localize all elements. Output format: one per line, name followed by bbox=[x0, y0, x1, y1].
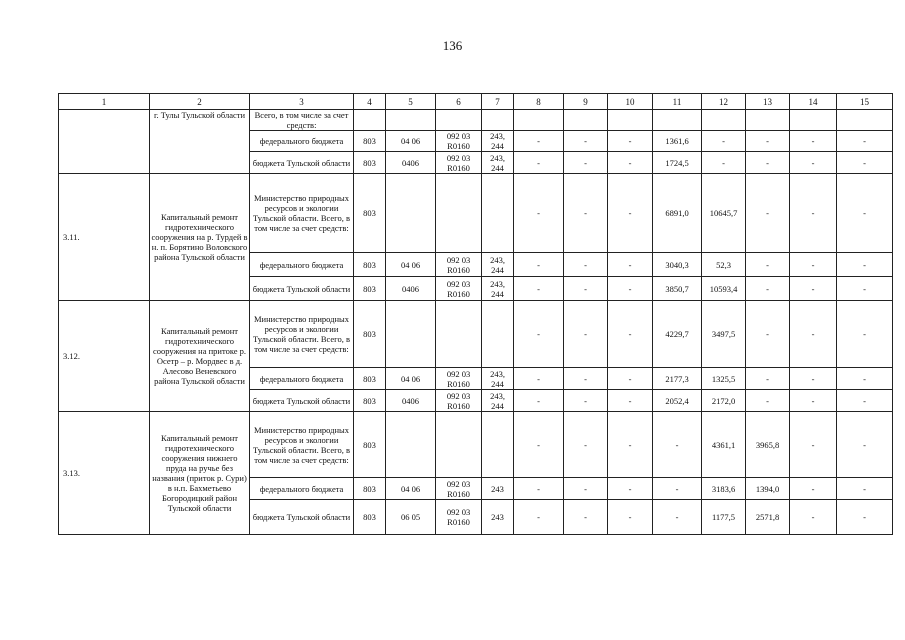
value-cell: 803 bbox=[354, 301, 386, 368]
value-cell bbox=[386, 110, 436, 131]
value-cell: - bbox=[564, 301, 608, 368]
value-cell: 52,3 bbox=[702, 253, 746, 277]
value-cell bbox=[746, 110, 790, 131]
column-header: 12 bbox=[702, 94, 746, 110]
value-cell: - bbox=[564, 368, 608, 390]
value-cell: - bbox=[746, 368, 790, 390]
value-cell bbox=[436, 301, 482, 368]
value-cell: - bbox=[837, 390, 893, 412]
budget-table bbox=[58, 93, 893, 535]
value-cell: - bbox=[514, 500, 564, 535]
value-cell: - bbox=[837, 277, 893, 301]
value-cell: 2052,4 bbox=[653, 390, 702, 412]
value-cell: - bbox=[702, 152, 746, 174]
value-cell: 06 05 bbox=[386, 500, 436, 535]
funding-source: бюджета Тульской области bbox=[250, 500, 354, 535]
value-cell bbox=[482, 174, 514, 253]
value-cell bbox=[702, 110, 746, 131]
value-cell: 803 bbox=[354, 131, 386, 152]
value-cell: 04 06 bbox=[386, 253, 436, 277]
value-cell: - bbox=[653, 412, 702, 478]
value-cell: - bbox=[702, 131, 746, 152]
column-header: 9 bbox=[564, 94, 608, 110]
value-cell: 1394,0 bbox=[746, 478, 790, 500]
value-cell bbox=[837, 110, 893, 131]
value-cell: - bbox=[837, 131, 893, 152]
table-row bbox=[59, 110, 893, 131]
value-cell: - bbox=[608, 253, 653, 277]
item-title: Капитальный ремонт гидротехнического сооружения на притоке р. Осетр – р. Мордвес в д. Алесово Веневского района Тульской области bbox=[150, 301, 250, 412]
column-header: 10 bbox=[608, 94, 653, 110]
value-cell: 3497,5 bbox=[702, 301, 746, 368]
value-cell: 243, 244 bbox=[482, 152, 514, 174]
value-cell: - bbox=[608, 478, 653, 500]
value-cell: 803 bbox=[354, 500, 386, 535]
column-header: 4 bbox=[354, 94, 386, 110]
value-cell: - bbox=[564, 478, 608, 500]
value-cell bbox=[482, 301, 514, 368]
value-cell: - bbox=[837, 152, 893, 174]
value-cell: 092 03 R0160 bbox=[436, 390, 482, 412]
value-cell: - bbox=[790, 390, 837, 412]
value-cell: 1361,6 bbox=[653, 131, 702, 152]
value-cell: - bbox=[514, 152, 564, 174]
value-cell: - bbox=[746, 277, 790, 301]
value-cell: - bbox=[608, 277, 653, 301]
column-header: 1 bbox=[59, 94, 150, 110]
item-number: 3.13. bbox=[59, 412, 150, 535]
value-cell: - bbox=[746, 390, 790, 412]
item-title: г. Тулы Тульской области bbox=[150, 110, 250, 174]
item-title: Капитальный ремонт гидротехнического сооружения на р. Турдей в н. п. Борятино Воловского района Тульской области bbox=[150, 174, 250, 301]
value-cell: - bbox=[564, 390, 608, 412]
value-cell: 10645,7 bbox=[702, 174, 746, 253]
value-cell: 2177,3 bbox=[653, 368, 702, 390]
funding-source: Всего, в том числе за счет средств: bbox=[250, 110, 354, 131]
value-cell bbox=[653, 110, 702, 131]
value-cell: 243, 244 bbox=[482, 253, 514, 277]
value-cell bbox=[790, 110, 837, 131]
value-cell bbox=[564, 110, 608, 131]
value-cell: - bbox=[790, 500, 837, 535]
value-cell: - bbox=[564, 277, 608, 301]
value-cell: 803 bbox=[354, 412, 386, 478]
value-cell: - bbox=[608, 301, 653, 368]
value-cell: - bbox=[837, 500, 893, 535]
value-cell bbox=[386, 301, 436, 368]
item-title: Капитальный ремонт гидротехнического сооружения нижнего пруда на ручье без названия (приток р. Сури) в н.п. Бахметьево Богородицкий район Тульской области bbox=[150, 412, 250, 535]
column-header: 6 bbox=[436, 94, 482, 110]
item-number: 3.12. bbox=[59, 301, 150, 412]
value-cell: 3040,3 bbox=[653, 253, 702, 277]
funding-source: федерального бюджета bbox=[250, 478, 354, 500]
value-cell: - bbox=[514, 131, 564, 152]
value-cell: - bbox=[746, 301, 790, 368]
value-cell: - bbox=[608, 174, 653, 253]
column-header: 7 bbox=[482, 94, 514, 110]
value-cell: 092 03 R0160 bbox=[436, 253, 482, 277]
value-cell: 6891,0 bbox=[653, 174, 702, 253]
value-cell: - bbox=[837, 174, 893, 253]
value-cell: - bbox=[564, 131, 608, 152]
column-header: 13 bbox=[746, 94, 790, 110]
funding-source: федерального бюджета bbox=[250, 253, 354, 277]
funding-source: бюджета Тульской области bbox=[250, 277, 354, 301]
value-cell: 803 bbox=[354, 368, 386, 390]
value-cell bbox=[608, 110, 653, 131]
value-cell bbox=[354, 110, 386, 131]
funding-source: федерального бюджета bbox=[250, 131, 354, 152]
value-cell: 092 03 R0160 bbox=[436, 368, 482, 390]
funding-source: федерального бюджета bbox=[250, 368, 354, 390]
value-cell: - bbox=[514, 390, 564, 412]
value-cell bbox=[436, 174, 482, 253]
value-cell: 3183,6 bbox=[702, 478, 746, 500]
column-header: 8 bbox=[514, 94, 564, 110]
value-cell bbox=[514, 110, 564, 131]
value-cell: 2172,0 bbox=[702, 390, 746, 412]
funding-source: Министерство природных ресурсов и экологии Тульской области. Всего, в том числе за счет средств: bbox=[250, 174, 354, 253]
value-cell: - bbox=[790, 253, 837, 277]
value-cell: - bbox=[514, 253, 564, 277]
value-cell: - bbox=[608, 412, 653, 478]
value-cell: 803 bbox=[354, 277, 386, 301]
value-cell: - bbox=[837, 253, 893, 277]
page-number: 136 bbox=[442, 38, 463, 53]
item-number: 3.11. bbox=[59, 174, 150, 301]
table-row bbox=[59, 301, 893, 368]
value-cell: - bbox=[790, 412, 837, 478]
value-cell: 243 bbox=[482, 478, 514, 500]
value-cell: - bbox=[514, 174, 564, 253]
value-cell: 04 06 bbox=[386, 131, 436, 152]
value-cell: - bbox=[746, 152, 790, 174]
value-cell: 4361,1 bbox=[702, 412, 746, 478]
table-row bbox=[59, 174, 893, 253]
value-cell: - bbox=[564, 152, 608, 174]
value-cell: - bbox=[514, 277, 564, 301]
value-cell: - bbox=[746, 131, 790, 152]
funding-source: Министерство природных ресурсов и экологии Тульской области. Всего, в том числе за счет средств: bbox=[250, 412, 354, 478]
value-cell bbox=[482, 110, 514, 131]
table-row bbox=[59, 412, 893, 478]
value-cell: - bbox=[837, 478, 893, 500]
value-cell: 803 bbox=[354, 253, 386, 277]
value-cell bbox=[386, 412, 436, 478]
value-cell: 092 03 R0160 bbox=[436, 131, 482, 152]
value-cell: - bbox=[790, 368, 837, 390]
value-cell: - bbox=[608, 152, 653, 174]
column-header: 3 bbox=[250, 94, 354, 110]
funding-source: Министерство природных ресурсов и экологии Тульской области. Всего, в том числе за счет средств: bbox=[250, 301, 354, 368]
column-header: 11 bbox=[653, 94, 702, 110]
value-cell: - bbox=[790, 301, 837, 368]
funding-source: бюджета Тульской области bbox=[250, 390, 354, 412]
value-cell: 092 03 R0160 bbox=[436, 478, 482, 500]
value-cell: - bbox=[608, 368, 653, 390]
value-cell: 04 06 bbox=[386, 368, 436, 390]
value-cell: - bbox=[608, 390, 653, 412]
value-cell: 803 bbox=[354, 152, 386, 174]
value-cell: - bbox=[564, 174, 608, 253]
value-cell: - bbox=[514, 368, 564, 390]
value-cell: 243, 244 bbox=[482, 131, 514, 152]
column-header: 15 bbox=[837, 94, 893, 110]
value-cell: - bbox=[790, 174, 837, 253]
value-cell: - bbox=[608, 131, 653, 152]
value-cell: - bbox=[790, 152, 837, 174]
value-cell: - bbox=[653, 478, 702, 500]
funding-source: бюджета Тульской области bbox=[250, 152, 354, 174]
value-cell bbox=[436, 110, 482, 131]
value-cell: 3965,8 bbox=[746, 412, 790, 478]
value-cell: 803 bbox=[354, 390, 386, 412]
value-cell: 2571,8 bbox=[746, 500, 790, 535]
value-cell: 243 bbox=[482, 500, 514, 535]
value-cell: 803 bbox=[354, 174, 386, 253]
value-cell: - bbox=[837, 368, 893, 390]
value-cell: 1177,5 bbox=[702, 500, 746, 535]
column-header: 14 bbox=[790, 94, 837, 110]
value-cell: - bbox=[564, 253, 608, 277]
value-cell: - bbox=[514, 412, 564, 478]
value-cell: 0406 bbox=[386, 277, 436, 301]
value-cell: 3850,7 bbox=[653, 277, 702, 301]
value-cell: - bbox=[514, 301, 564, 368]
header-row bbox=[59, 94, 893, 110]
value-cell: 243, 244 bbox=[482, 277, 514, 301]
value-cell: - bbox=[514, 478, 564, 500]
column-header: 2 bbox=[150, 94, 250, 110]
value-cell: 092 03 R0160 bbox=[436, 500, 482, 535]
value-cell: 1325,5 bbox=[702, 368, 746, 390]
value-cell: 243, 244 bbox=[482, 368, 514, 390]
value-cell bbox=[482, 412, 514, 478]
value-cell bbox=[386, 174, 436, 253]
value-cell: 04 06 bbox=[386, 478, 436, 500]
value-cell bbox=[436, 412, 482, 478]
value-cell: - bbox=[653, 500, 702, 535]
value-cell: - bbox=[837, 412, 893, 478]
value-cell: 0406 bbox=[386, 390, 436, 412]
value-cell: - bbox=[790, 277, 837, 301]
value-cell: 0406 bbox=[386, 152, 436, 174]
value-cell: - bbox=[564, 500, 608, 535]
value-cell: - bbox=[790, 131, 837, 152]
value-cell: - bbox=[608, 500, 653, 535]
value-cell: - bbox=[746, 253, 790, 277]
value-cell: 092 03 R0160 bbox=[436, 277, 482, 301]
value-cell: 243, 244 bbox=[482, 390, 514, 412]
value-cell: - bbox=[746, 174, 790, 253]
value-cell: - bbox=[837, 301, 893, 368]
value-cell: 092 03 R0160 bbox=[436, 152, 482, 174]
item-number-cell bbox=[59, 110, 150, 174]
value-cell: - bbox=[790, 478, 837, 500]
value-cell: - bbox=[564, 412, 608, 478]
value-cell: 10593,4 bbox=[702, 277, 746, 301]
value-cell: 803 bbox=[354, 478, 386, 500]
column-header: 5 bbox=[386, 94, 436, 110]
value-cell: 4229,7 bbox=[653, 301, 702, 368]
value-cell: 1724,5 bbox=[653, 152, 702, 174]
